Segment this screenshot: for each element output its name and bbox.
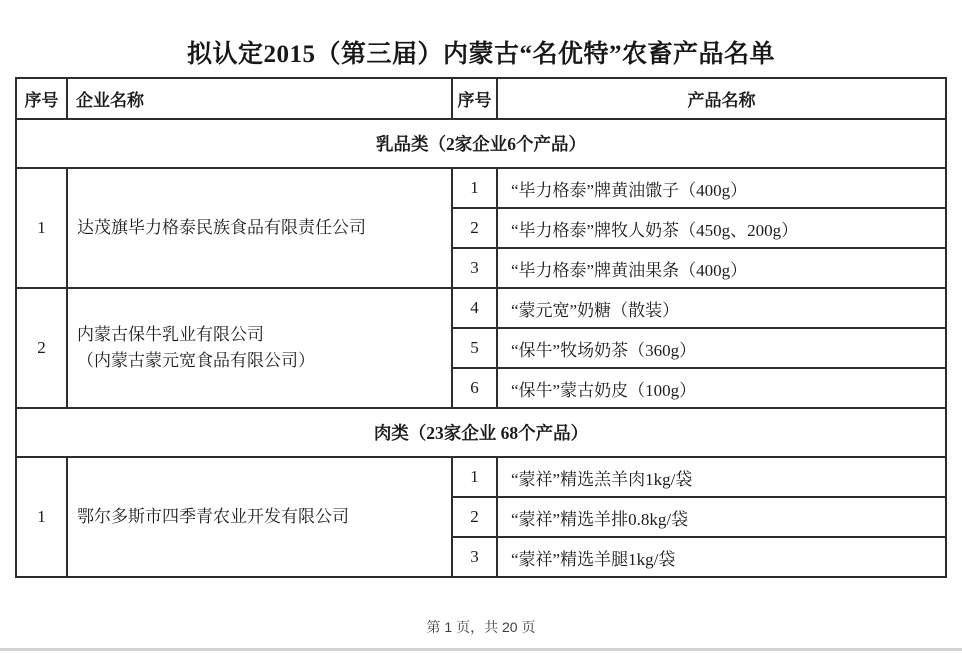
- product-no-cell: 3: [452, 537, 497, 577]
- company-name-line2: （内蒙古蒙元宽食品有限公司）: [77, 351, 315, 370]
- category-row-meat: [16, 408, 946, 457]
- product-name-cell: “毕力格泰”牌牧人奶茶（450g、200g）: [497, 208, 946, 248]
- company-no-cell: 1: [16, 168, 67, 288]
- table-row: [16, 457, 946, 497]
- page-indicator: 第 1 页，共 20 页: [426, 619, 536, 635]
- company-name-cell: [67, 288, 452, 408]
- product-no-cell: 1: [452, 168, 497, 208]
- product-name-cell: “蒙元宽”奶糖（散装）: [497, 288, 946, 328]
- company-name-cell: [67, 457, 452, 577]
- company-name-line1: 内蒙古保牛乳业有限公司: [77, 324, 264, 344]
- products-table: [15, 77, 947, 578]
- header-company-name: 企业名称: [67, 78, 452, 119]
- category-label: 乳品类（2家企业6个产品）: [16, 119, 946, 168]
- category-label: 肉类（23家企业 68个产品）: [16, 408, 946, 457]
- product-name-cell: “蒙祥”精选羊腿1kg/袋: [497, 537, 946, 577]
- company-no-cell: 2: [16, 288, 67, 408]
- product-no-cell: 2: [452, 208, 497, 248]
- product-no-cell: 2: [452, 497, 497, 537]
- product-name-cell: “毕力格泰”牌黄油果条（400g）: [497, 248, 946, 288]
- page-title: 拟认定2015（第三届）内蒙古“名优特”农畜产品名单: [186, 41, 775, 68]
- company-name-line1: 鄂尔多斯市四季青农业开发有限公司: [77, 506, 349, 526]
- product-no-cell: 4: [452, 288, 497, 328]
- product-name-cell: “蒙祥”精选羊排0.8kg/袋: [497, 497, 946, 537]
- product-name-cell: “保牛”牧场奶茶（360g）: [497, 328, 946, 368]
- company-name-cell: [67, 168, 452, 288]
- table-row: [16, 288, 946, 328]
- product-name-cell: “保牛”蒙古奶皮（100g）: [497, 368, 946, 408]
- header-company-no: 序号: [16, 78, 67, 119]
- company-no-cell: 1: [16, 457, 67, 577]
- product-no-cell: 6: [452, 368, 497, 408]
- category-row-dairy: [16, 119, 946, 168]
- window-bottom-edge: [0, 648, 962, 651]
- header-product-no: 序号: [452, 78, 497, 119]
- table-row: [16, 168, 946, 208]
- product-name-cell: “蒙祥”精选羔羊肉1kg/袋: [497, 457, 946, 497]
- product-no-cell: 1: [452, 457, 497, 497]
- product-no-cell: 5: [452, 328, 497, 368]
- product-name-cell: “毕力格泰”牌黄油馓子（400g）: [497, 168, 946, 208]
- table-header-row: [16, 78, 946, 119]
- product-no-cell: 3: [452, 248, 497, 288]
- company-name-line1: 达茂旗毕力格泰民族食品有限责任公司: [77, 217, 366, 237]
- header-product-name: 产品名称: [497, 78, 946, 119]
